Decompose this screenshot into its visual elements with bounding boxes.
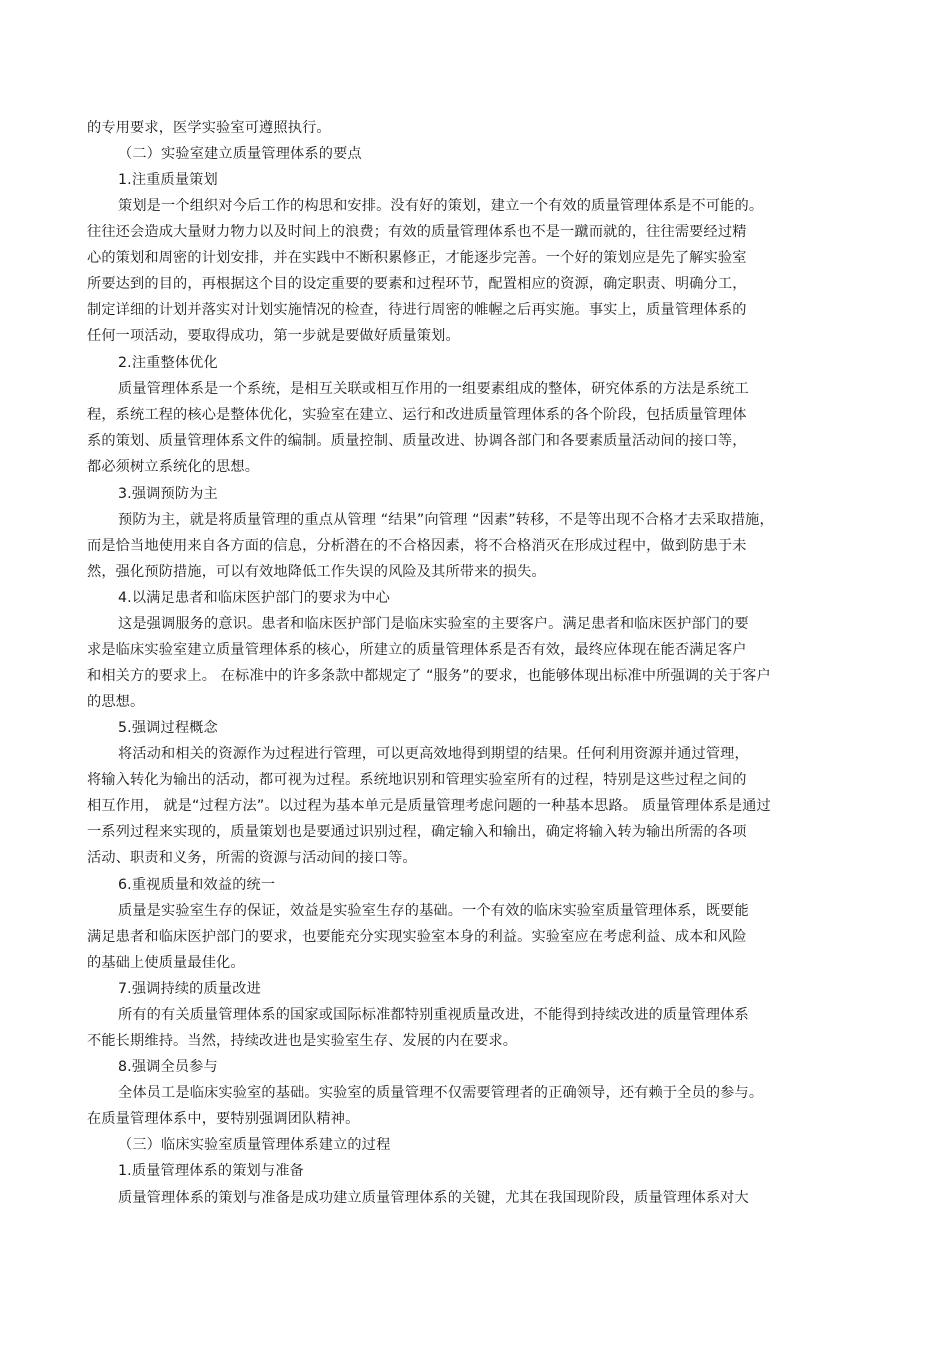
paragraph-line: 质量管理体系是一个系统，是相互关联或相互作用的一组要素组成的整体，研究体系的方法是系统工 bbox=[118, 381, 749, 397]
paragraph-line: 所要达到的目的，再根据这个目的设定重要的要素和过程环节，配置相应的资源，确定职责、明确分工， bbox=[87, 276, 747, 292]
paragraph-line: 活动、职责和义务，所需的资源与活动间的接口等。 bbox=[87, 850, 417, 866]
section-heading: （三）临床实验室质量管理体系建立的过程 bbox=[118, 1137, 391, 1153]
subsection-heading: 7.强调持续的质量改进 bbox=[118, 981, 261, 997]
paragraph-line: 质量是实验室生存的保证，效益是实验室生存的基础。一个有效的临床实验室质量管理体系，既要能 bbox=[118, 903, 749, 919]
paragraph-line: 往往还会造成大量财力物力以及时间上的浪费；有效的质量管理体系也不是一蹴而就的，往往需要经过精 bbox=[87, 224, 747, 240]
paragraph-line: 然，强化预防措施，可以有效地降低工作失误的风险及其所带来的损失。 bbox=[87, 564, 546, 580]
subsection-heading: 3.强调预防为主 bbox=[118, 486, 218, 502]
paragraph-line: 满足患者和临床医护部门的要求，也要能充分实现实验室本身的利益。实验室应在考虑利益、成本和风险 bbox=[87, 929, 747, 945]
text-line: 的专用要求，医学实验室可遵照执行。 bbox=[87, 120, 331, 136]
paragraph-line: 而是恰当地使用来自各方面的信息，分析潜在的不合格因素，将不合格消灭在形成过程中，做到防患于未 bbox=[87, 538, 747, 554]
paragraph-line: 系的策划、质量管理体系文件的编制。质量控制、质量改进、协调各部门和各要素质量活动间的接口等， bbox=[87, 433, 747, 449]
paragraph-line: 的思想。 bbox=[87, 694, 145, 710]
paragraph-line: 在质量管理体系中，要特别强调团队精神。 bbox=[87, 1111, 360, 1127]
paragraph-line: 程，系统工程的核心是整体优化，实验室在建立、运行和改进质量管理体系的各个阶段，包括质量管理体 bbox=[87, 407, 747, 423]
subsection-heading: 6.重视质量和效益的统一 bbox=[118, 877, 276, 893]
paragraph-line: 都必须树立系统化的思想。 bbox=[87, 459, 260, 475]
paragraph-line: 不能长期维持。当然，持续改进也是实验室生存、发展的内在要求。 bbox=[87, 1033, 518, 1049]
paragraph-line: 和相关方的要求上。 在标准中的许多条款中都规定了 “服务”的要求，也能够体现出标准中所强调的关于客户 bbox=[87, 668, 771, 684]
subsection-heading: 8.强调全员参与 bbox=[118, 1059, 218, 1075]
paragraph-line: 一系列过程来实现的，质量策划也是要通过识别过程，确定输入和输出，确定将输入转为输出所需的各项 bbox=[87, 824, 747, 840]
paragraph-line: 预防为主，就是将质量管理的重点从管理 “结果”向管理 “因素”转移，不是等出现不合格才去采取措施， bbox=[118, 512, 774, 528]
paragraph-line: 的基础上使质量最佳化。 bbox=[87, 955, 245, 971]
paragraph-line: 将输入转化为输出的活动，都可视为过程。系统地识别和管理实验室所有的过程，特别是这些过程之间的 bbox=[87, 772, 747, 788]
subsection-heading: 1.注重质量策划 bbox=[118, 172, 218, 188]
subsection-heading: 1.质量管理体系的策划与准备 bbox=[118, 1163, 304, 1179]
paragraph-line: 将活动和相关的资源作为过程进行管理，可以更高效地得到期望的结果。任何利用资源并通过管理， bbox=[118, 746, 749, 762]
subsection-heading: 5.强调过程概念 bbox=[118, 720, 218, 736]
subsection-heading: 4.以满足患者和临床医护部门的要求为中心 bbox=[118, 590, 390, 606]
paragraph-line: 所有的有关质量管理体系的国家或国际标准都特别重视质量改进，不能得到持续改进的质量管理体系 bbox=[118, 1007, 749, 1023]
paragraph-line: 质量管理体系的策划与准备是成功建立质量管理体系的关键，尤其在我国现阶段，质量管理体系对大 bbox=[118, 1190, 749, 1206]
paragraph-line: 制定详细的计划并落实对计划实施情况的检查，待进行周密的帷幄之后再实施。事实上，质量管理体系的 bbox=[87, 302, 747, 318]
paragraph-line: 相互作用， 就是“过程方法”。以过程为基本单元是质量管理考虑问题的一种基本思路。 质量管理体系是通过 bbox=[87, 798, 771, 814]
paragraph-line: 策划是一个组织对今后工作的构思和安排。没有好的策划，建立一个有效的质量管理体系是不可能的。 bbox=[118, 198, 764, 214]
paragraph-line: 心的策划和周密的计划安排，并在实践中不断积累修正，才能逐步完善。一个好的策划应是先了解实验室 bbox=[87, 250, 747, 266]
paragraph-line: 求是临床实验室建立质量管理体系的核心，所建立的质量管理体系是否有效，最终应体现在能否满足客户 bbox=[87, 642, 747, 658]
section-heading: （二）实验室建立质量管理体系的要点 bbox=[118, 146, 362, 162]
paragraph-line: 这是强调服务的意识。患者和临床医护部门是临床实验室的主要客户。满足患者和临床医护部门的要 bbox=[118, 616, 749, 632]
subsection-heading: 2.注重整体优化 bbox=[118, 355, 218, 371]
paragraph-line: 全体员工是临床实验室的基础。实验室的质量管理不仅需要管理者的正确领导，还有赖于全员的参与。 bbox=[118, 1085, 764, 1101]
paragraph-line: 任何一项活动，要取得成功，第一步就是要做好质量策划。 bbox=[87, 328, 460, 344]
